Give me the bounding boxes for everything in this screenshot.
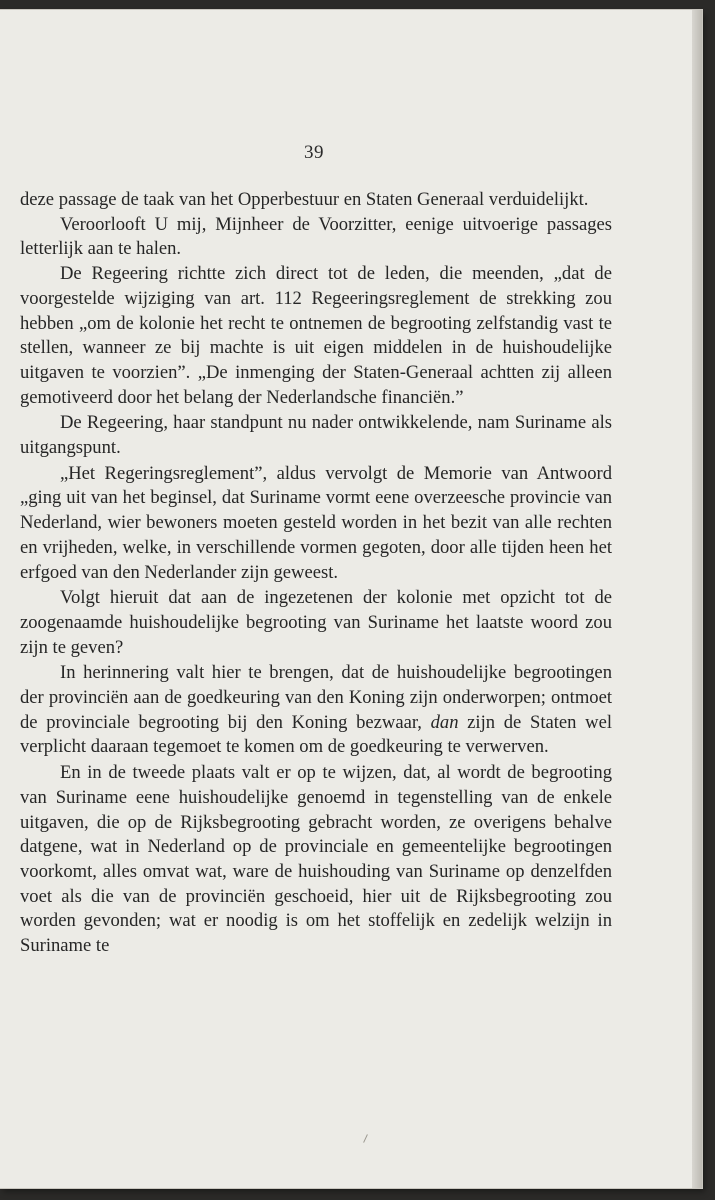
paragraph-7-text-a: In herinnering valt hier te brengen, dat de huishoudelijke begrootingen der provinciën aan de goedkeuring van den Koning zijn onderworpen; ontmoet de provinciale begrooting bij den Koning bezwaar,: [20, 662, 612, 733]
book-page: [0, 10, 702, 1188]
page-number: 39: [304, 142, 324, 163]
paragraph-7-text-b: zijn de Staten wel verplicht daaraan tegemoet te komen om de goedkeuring te verwerven.: [20, 711, 612, 758]
paragraph-5: „Het Regeringsreglement”, aldus vervolgt de Memorie van Antwoord „ging uit van het beginsel, dat Suriname vormt eene overzeesche provincie van Nederland, wier bewoners moeten gesteld worden in het bezit van alle rechten en vrijheden, welke, in verschillende vormen gegoten, door alle tijden heen het erfgoed van den Nederlander zijn geweest.: [20, 462, 612, 583]
body-text: [20, 188, 612, 959]
paragraph-3: De Regeering richtte zich direct tot de leden, die meenden, „dat de voorgestelde wijziging van art. 112 Regeeringsreglement de strekking zou hebben „om de kolonie het recht te ontnemen de begrooting zelfstandig vast te stellen, wanneer ze bij machte is uit eigen middelen in de huishoudelijke uitgaven te voorzien”. „De inmenging der Staten-Generaal achtten zij alleen gemotiveerd door het belang der Nederlandsche financiën.”: [20, 263, 612, 408]
page-edge: [692, 10, 702, 1188]
paragraph-6: Volgt hieruit dat aan de ingezetenen der kolonie met opzicht tot de zoogenaamde huishoudelijke begrooting van Suriname het laatste woord zou zijn te geven?: [20, 587, 612, 658]
paragraph-7: [20, 661, 612, 760]
paragraph-8: En in de tweede plaats valt er op te wijzen, dat, al wordt de begrooting van Suriname eene huishoudelijke genoemd in tegenstelling van de enkele uitgaven, die op de Rijksbegrooting gebracht worden, ze overigens behalve datgene, wat in Nederland op de provinciale en gemeentelijke begrootingen voorkomt, alles omvat wat, ware de huishouding van Suriname op denzelfden voet als die van de provinciën geschoeid, hier uit de Rijksbegrooting zou worden gevonden; wat er noodig is om het stoffelijk en zedelijk welzijn in Suriname te: [20, 762, 612, 957]
paragraph-7-italic: dan: [430, 711, 459, 733]
scan-mark: [363, 1134, 368, 1143]
paragraph-1: deze passage de taak van het Opperbestuur en Staten Generaal verduidelijkt.: [20, 189, 589, 210]
paragraph-4: De Regeering, haar standpunt nu nader ontwikkelende, nam Suriname als uitgangspunt.: [20, 412, 612, 459]
paragraph-2: Veroorlooft U mij, Mijnheer de Voorzitter, eenige uitvoerige passages letterlijk aan te halen.: [20, 213, 612, 260]
